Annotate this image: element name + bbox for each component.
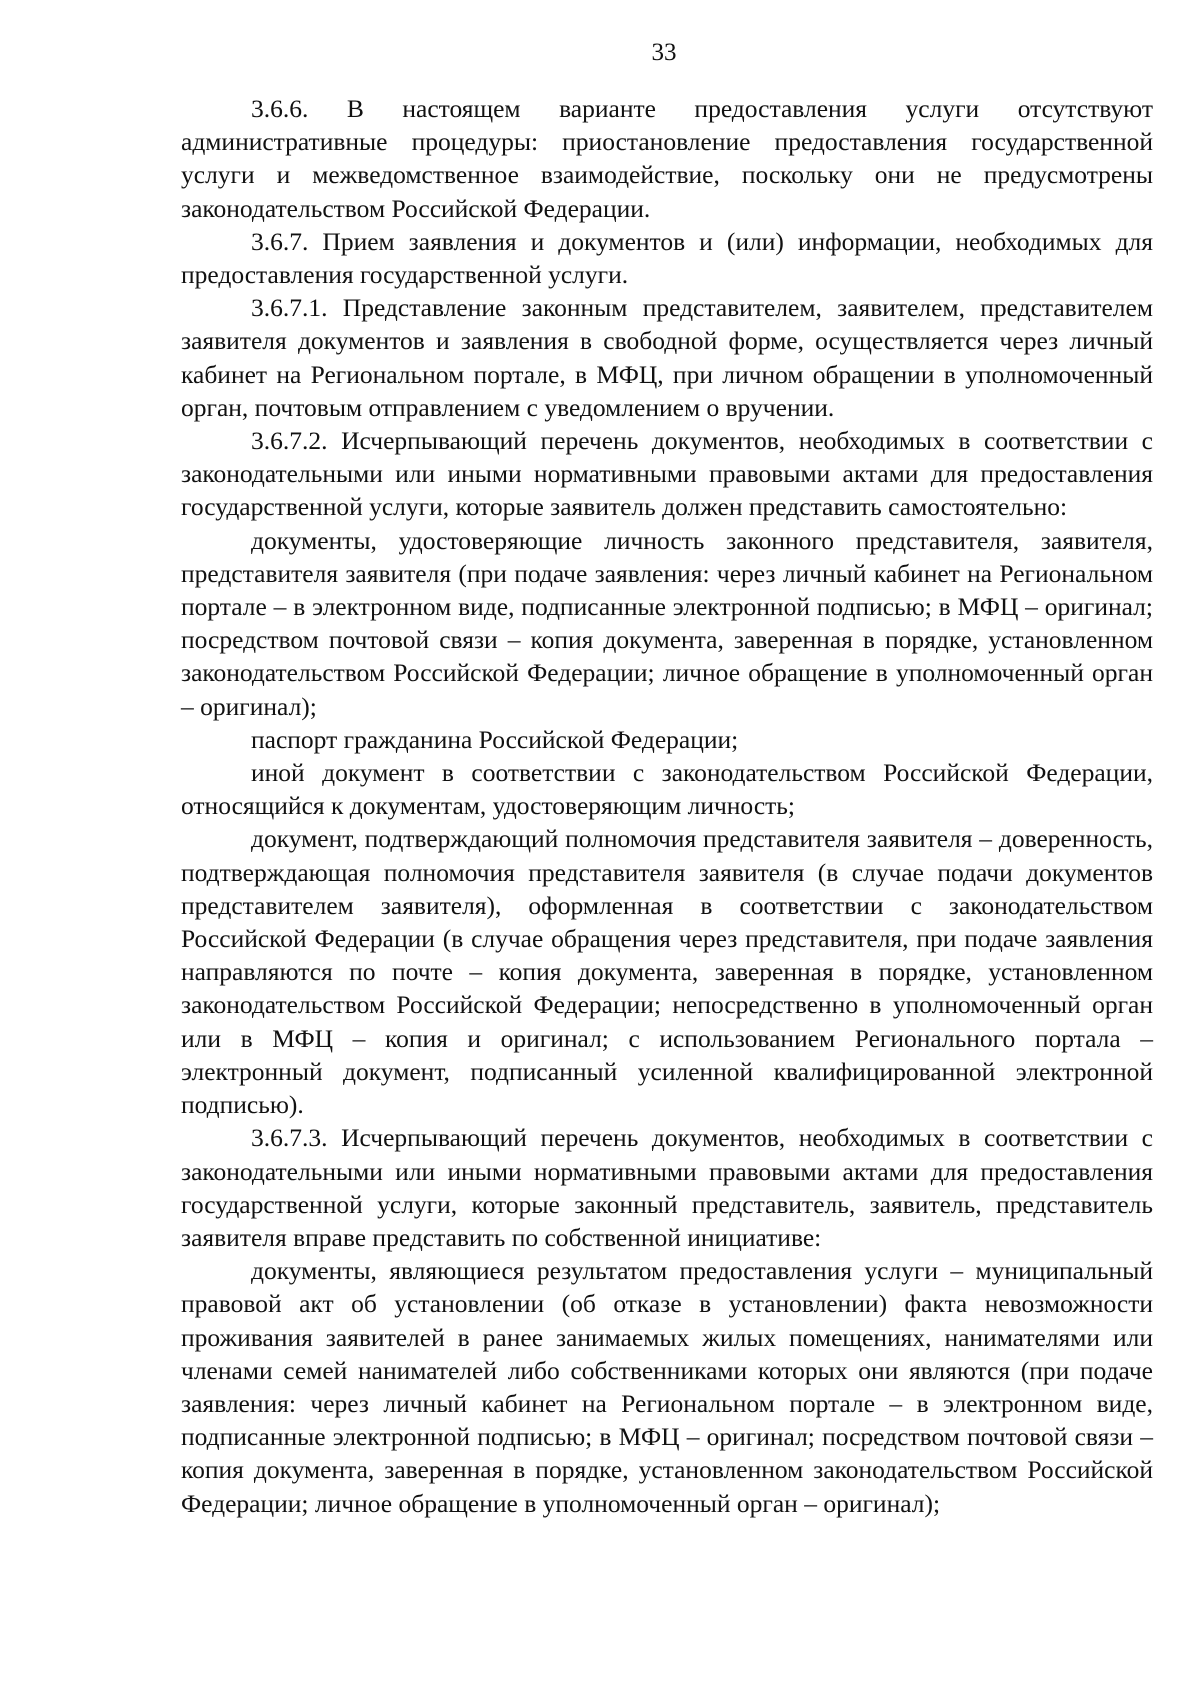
document-body xyxy=(181,92,1153,1520)
paragraph-3-6-7-2: 3.6.7.2. Исчерпывающий перечень документов, необходимых в соответствии с законодательными или иными нормативными правовыми актами для предоставления государственной услуги, которые заявитель должен представить самостоятельно: xyxy=(181,426,1153,522)
paragraph-3-6-7-1: 3.6.7.1. Представление законным представителем, заявителем, представителем заявителя документов и заявления в свободной форме, осуществляется через личный кабинет на Региональном портале, в МФЦ, при личном обращении в уполномоченный орган, почтовым отправлением с уведомлением о вручении. xyxy=(181,293,1153,422)
paragraph-other-identity-document: иной документ в соответствии с законодательством Российской Федерации, относящийся к документам, удостоверяющим личность; xyxy=(181,758,1153,821)
paragraph-power-of-attorney: документ, подтверждающий полномочия представителя заявителя – доверенность, подтверждающая полномочия представителя заявителя (в случае подачи документов представителем заявителя), оформленная в соответствии с законодательством Российской Федерации (в случае обращения через представителя, при подаче заявления направляются по почте – копия документа, заверенная в порядке, установленном законодательством Российской Федерации; непосредственно в уполномоченный орган или в МФЦ – копия и оригинал; с использованием Регионального портала – электронный документ, подписанный усиленной квалифицированной электронной подписью). xyxy=(181,824,1153,1120)
paragraph-result-documents: документы, являющиеся результатом предоставления услуги – муниципальный правовой акт об установлении (об отказе в установлении) факта невозможности проживания заявителей в ранее занимаемых жилых помещениях, нанимателями или членами семей нанимателей либо собственниками которых они являются (при подаче заявления: через личный кабинет на Региональном портале – в электронном виде, подписанные электронной подписью; в МФЦ – оригинал; посредством почтовой связи – копия документа, заверенная в порядке, установленном законодательством Российской Федерации; личное обращение в уполномоченный орган – оригинал); xyxy=(181,1256,1153,1518)
paragraph-identity-documents: документы, удостоверяющие личность законного представителя, заявителя, представителя заявителя (при подаче заявления: через личный кабинет на Региональном портале – в электронном виде, подписанные электронной подписью; в МФЦ – оригинал; посредством почтовой связи – копия документа, заверенная в порядке, установленном законодательством Российской Федерации; личное обращение в уполномоченный орган – оригинал); xyxy=(181,525,1153,721)
paragraph-3-6-6: 3.6.6. В настоящем варианте предоставления услуги отсутствуют административные процедуры: приостановление предоставления государственной услуги и межведомственное взаимодействие, поскольку они не предусмотрены законодательством Российской Федерации. xyxy=(181,94,1153,223)
page-number: 33 xyxy=(651,39,677,66)
paragraph-3-6-7-3: 3.6.7.3. Исчерпывающий перечень документов, необходимых в соответствии с законодательными или иными нормативными правовыми актами для предоставления государственной услуги, которые законный представитель, заявитель, представитель заявителя вправе представить по собственной инициативе: xyxy=(181,1123,1153,1252)
paragraph-3-6-7: 3.6.7. Прием заявления и документов и (или) информации, необходимых для предоставления государственной услуги. xyxy=(181,226,1153,290)
paragraph-passport: паспорт гражданина Российской Федерации; xyxy=(251,724,739,754)
